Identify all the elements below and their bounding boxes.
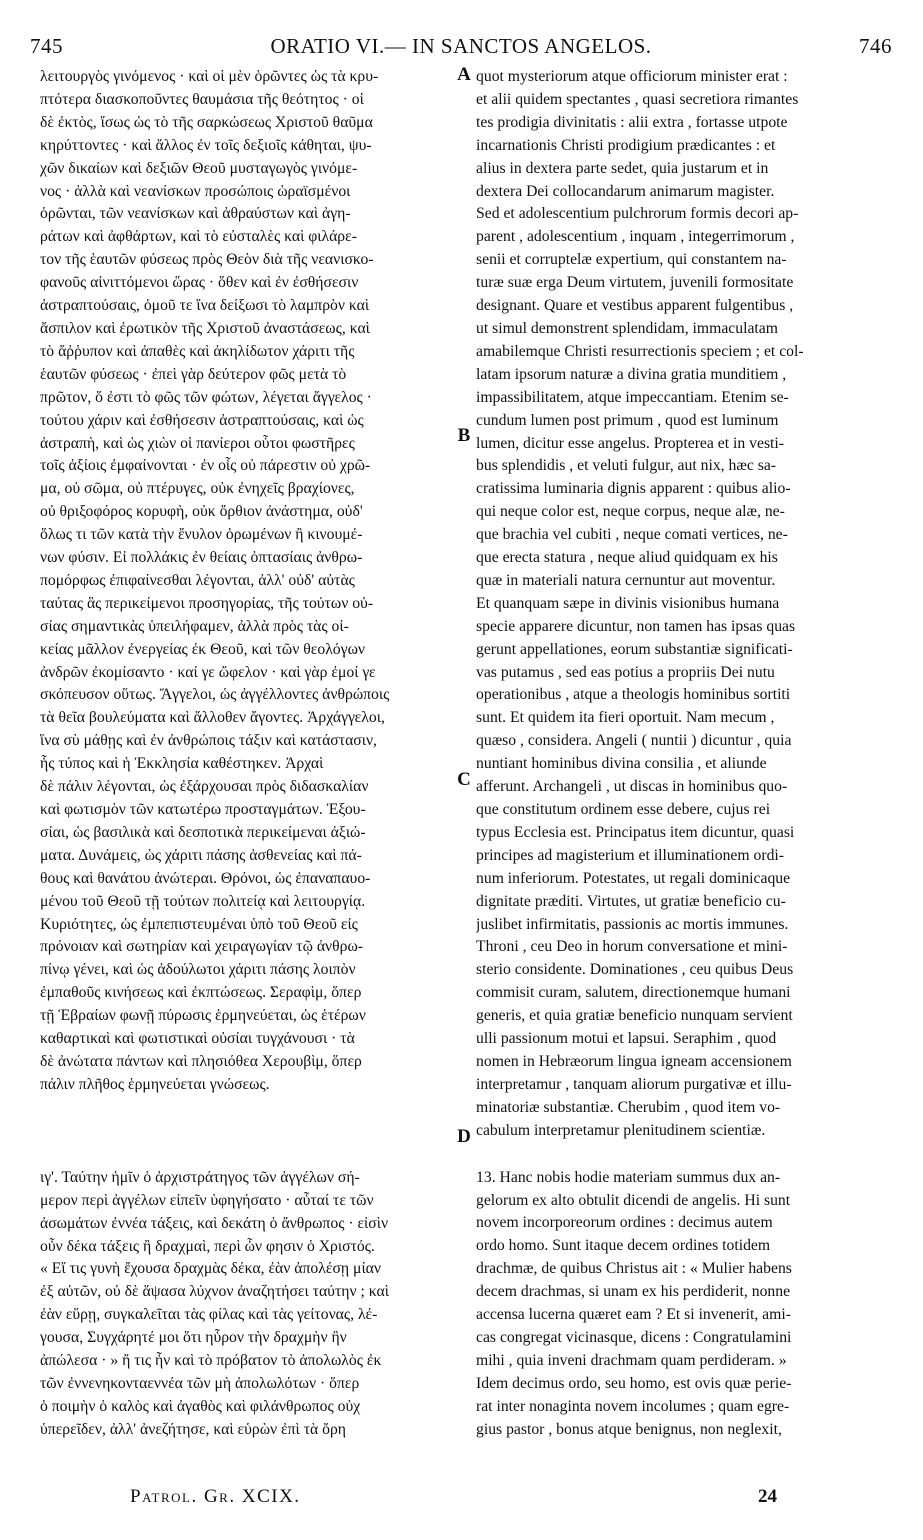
latin-section1-line: quæso , considera. Angeli ( nuntii ) dicuntur , quia [476, 732, 792, 750]
latin-section1-line: cratissima luminaria dignis apparent : quibus alio- [476, 480, 791, 498]
latin-section2-line: gelorum ex alto obtulit dicendi de angelis. Hi sunt [476, 1191, 791, 1209]
latin-section1-line: et alii quidem spectantes , quasi secretiora rimantes [476, 90, 799, 108]
running-header [30, 34, 892, 64]
greek-section1-line: πρόνοιαν καὶ σωτηρίαν καὶ χειραγωγίαν τῷ ἀνθρω- [40, 938, 364, 956]
margin-letter-b: B [457, 425, 471, 446]
greek-section1-line: καθαρτικαὶ καὶ φωτιστικαὶ οὐσίαι τυγχάνουσι · τὰ [40, 1030, 355, 1048]
latin-section1-line: tes prodigia divinitatis : alii extra , fortasse utpote [476, 113, 788, 131]
greek-section1-line: τῇ Ἑβραίων φωνῇ πύρωσις ἑρμηνεύεται, ὡς ἑτέρων [40, 1007, 366, 1025]
page-number-right: 746 [859, 34, 892, 58]
latin-section1-line: que constitutum ordinem esse debere, cujus rei [476, 801, 771, 818]
margin-letter-d: D [457, 1126, 471, 1147]
latin-section1-line: num inferiorum. Potestates, ut regali dominicaque [476, 869, 791, 887]
latin-section1-line: ulli passionum motui et lapsui. Seraphim , quod [476, 1030, 777, 1048]
margin-letter-c: C [457, 769, 471, 790]
greek-section1-line: ἐμπαθοῦς κινήσεως καὶ ἐκπτώσεως. Σεραφὶμ, ὅπερ [40, 984, 362, 1002]
latin-section1-line: commisit curam, salutem, directionemque humani [476, 984, 791, 1002]
greek-section2-line: ἐξ αὐτῶν, οὐ δὲ ἅψασα λύχνον ἀναζητήσει ταύτην ; καὶ [40, 1283, 389, 1301]
greek-section1-line: κηρύττοντες · καὶ ἄλλος ἐν τοῖς δεξιοῖς κάθηται, ψυ- [40, 136, 372, 154]
greek-section1-line: νος · ἀλλὰ καὶ νεανίσκων προσώποις ὡραϊσμένοι [40, 182, 351, 200]
latin-section1-line: typus Ecclesia est. Principatus item dicuntur, quasi [476, 823, 795, 841]
greek-section2-line: ἐὰν εὕρῃ, συγκαλεῖται τὰς φίλας καὶ τὰς γείτονας, λέ- [40, 1306, 378, 1324]
latin-section2-line: mihi , quia inveni drachmam quam perdideram. » [476, 1351, 787, 1369]
latin-section1-line: alius in dextera parte sedet, quia justarum et in [476, 159, 769, 177]
latin-section1-line: quæ in materiali natura cernuntur aut moventur. [476, 571, 776, 589]
greek-section1-line: ράτων καὶ ἀφθάρτων, καὶ τὸ εὐσταλὲς καὶ φιλάρε- [40, 228, 357, 246]
greek-section1-line: σίαι, ὡς βασιλικὰ καὶ δεσποτικὰ περικείμεναι ἀξιώ- [40, 823, 366, 841]
greek-section2-line: μερον περὶ ἀγγέλων εἰπεῖν ὑφηγήσατο · αὗταί τε τῶν [40, 1191, 374, 1209]
greek-section1-line: θους καὶ θανάτου ἀνώτεραι. Θρόνοι, ὡς ἐπαναπαυο- [40, 869, 371, 887]
greek-section2-line: ὁ ποιμὴν ὁ καλὸς καὶ ἀγαθὸς καὶ φιλάνθρωπος οὐχ [40, 1397, 361, 1415]
greek-section1-line: ἑαυτῶν φύσεως · ἐπεὶ γὰρ δεύτερον φῶς μετὰ τὸ [40, 365, 347, 383]
latin-section1-line: generis, et quia gratiæ beneficio nunquam servient [476, 1007, 793, 1025]
latin-section1-line: dextera Dei collocandarum animarum magister. [476, 182, 775, 200]
greek-section1-line: σκόπευσον οὕτως. Ἄγγελοι, ὡς ἀγγέλλοντες ἀνθρώποις [40, 686, 390, 704]
latin-section1-line: ut simul demonstrent splendidam, immaculatam [476, 319, 778, 337]
greek-section1-line: τον τῆς ἑαυτῶν φύσεως πρὸς Θεὸν διὰ τῆς νεανισκο- [40, 251, 374, 269]
latin-section1-line: minatoriæ substantiæ. Cherubim , quod item vo- [476, 1098, 781, 1116]
greek-section2-line: « Εἴ τις γυνὴ ἔχουσα δραχμὰς δέκα, ἐὰν ἀπολέσῃ μίαν [40, 1260, 381, 1278]
greek-section1-line: πομόρφως ἐπιφαίνεσθαι λέγονται, ἀλλ' οὐδ' αὐτὰς [40, 571, 355, 589]
greek-section1-line: τὰ θεῖα βουλεύματα καὶ ἄλλοθεν ἄγοντες. Ἀρχάγγελοι, [40, 709, 385, 727]
latin-section1-line: afferunt. Archangeli , ut discas in hominibus quo- [476, 778, 788, 796]
greek-section1-line: τοῖς ἀξίοις ἐμφαίνονται · ἐν οἷς οὐ πάρεστιν οὐ χρῶ- [40, 457, 371, 475]
greek-section1-line: νων φύσιν. Εἰ πολλάκις ἐν θείαις ὀπτασίαις ἀνθρω- [40, 549, 363, 567]
greek-section2-line: τῶν ἐννενηκονταεννέα τῶν μὴ ἀπολωλότων · ὅπερ [40, 1374, 360, 1392]
latin-section1-line: Throni , ceu Deo in horum conversatione et mini- [476, 938, 788, 956]
latin-section1-line: cundum lumen post primum , quod est luminum [476, 411, 779, 429]
greek-section1-line: ἧς τύπος καὶ ἡ Ἐκκλησία καθέστηκεν. Ἀρχαὶ [40, 755, 324, 773]
greek-section2-line: ἀσωμάτων ἐννέα τάξεις, καὶ δεκάτη ὁ ἄνθρωπος · εἰσὶν [40, 1214, 389, 1232]
latin-section1-line: vas putamus , sed eas potius a propriis Dei nutu [476, 663, 775, 681]
greek-section1-line: τούτου χάριν καὶ ἐσθήσεσιν ἀστραπτούσαις, καὶ ὡς [40, 411, 364, 429]
greek-section1-line: ὅλως τι τῶν κατὰ τὴν ἔνυλον ὁρωμένων ἢ κινουμέ- [40, 526, 363, 544]
greek-section1-line: τὸ ἄῤῥυπον καὶ ἀπαθὲς καὶ ἀκηλίδωτον χάριτι τῆς [40, 342, 355, 360]
latin-section2-line: gius pastor , bonus atque benignus, non neglexit, [476, 1420, 782, 1438]
footer-signature: Patrol. Gr. XCIX. [130, 1486, 301, 1507]
greek-section1-line: πίνῳ γένει, καὶ ὡς ἀδούλωτοι χάριτι πάσης λοιπὸν [40, 961, 356, 979]
page-number-left: 745 [30, 34, 63, 58]
greek-section1-line: δὲ ἀνώτατα πάντων καὶ πλησιόθεα Χερουβὶμ, ὅπερ [40, 1052, 362, 1070]
latin-column [476, 66, 888, 1441]
latin-section1-line: sterio considente. Dominationes , ceu quibus Deus [476, 961, 794, 979]
greek-section1-line: πτότερα διασκοποῦντες θαυμάσια τῆς θεότητος · οἱ [40, 90, 364, 108]
latin-section1-line: cabulum interpretamur plenitudinem scientiæ. [476, 1121, 766, 1139]
latin-section2-line: drachmæ, de quibus Christus ait : « Mulier habens [476, 1260, 792, 1278]
latin-section1-line: dignitate præditi. Virtutes, ut gratiæ beneficio cu- [476, 892, 786, 910]
section-gap [40, 1097, 452, 1167]
latin-section1-line: specie apparere dicuntur, non tamen has ipsas quas [476, 617, 796, 635]
greek-section1-line: κείας μᾶλλον ἐνεργείας ἐκ Θεοῦ, καὶ τῶν θεολόγων [40, 640, 365, 658]
greek-section1-line: ἀστραπὴ, καὶ ὡς χιὼν οἱ πανίεροι οὗτοι φωστῆρες [40, 434, 355, 452]
latin-section1-line: designant. Quare et vestibus apparent fulgentibus , [476, 297, 794, 315]
greek-section1-line: Κυριότητες, ὡς ἐμπεπιστευμέναι ὑπὸ τοῦ Θεοῦ εἰς [40, 915, 358, 933]
greek-section1-line: ἄσπιλον καὶ ἐρωτικὸν τῆς Χριστοῦ ἀναστάσεως, καὶ [40, 319, 370, 337]
latin-section2-line: novem incorporeorum ordines : decimus autem [476, 1214, 773, 1232]
latin-section1-line: Et quanquam sæpe in divinis visionibus humana [476, 594, 780, 612]
latin-section1-line: nuntiant hominibus divina consilia , et aliunde [476, 755, 767, 773]
greek-section2-line: ὑπερεῖδεν, ἀλλ' ἀνεζήτησε, καὶ εὑρὼν ἐπὶ τὰ ὄρη [40, 1420, 347, 1438]
greek-section1-line: καὶ φωτισμὸν τῶν κατωτέρω προσταγμάτων. Ἐξου- [40, 801, 366, 818]
latin-section1-line: turæ suæ erga Deum virtutem, juvenili formositate [476, 274, 794, 292]
latin-section1-line: parent , adolescentium , inquam , integerrimorum , [476, 228, 795, 246]
latin-section1-line: lumen, dicitur esse angelus. Propterea et in vesti- [476, 434, 784, 452]
latin-section1-line: operationibus , atque a theologis hominibus sortiti [476, 686, 791, 704]
latin-section1-line: que erecta statura , neque aliud quidquam ex his [476, 549, 778, 567]
greek-section1-line: ἀστραπτούσαις, ὁμοῦ τε ἵνα δείξωσι τὸ λαμπρὸν καὶ [40, 297, 370, 315]
greek-section2-line: ἀπώλεσα · » ἤ τις ἦν καὶ τὸ πρόβατον τὸ ἀπολωλὸς ἐκ [40, 1352, 382, 1370]
latin-section1-line: Sed et adolescentium pulchrorum formis decori ap- [476, 205, 799, 223]
latin-section2-line: Idem decimus ordo, seu homo, est ovis quæ perie- [476, 1374, 792, 1392]
latin-section1-line: amabilemque Christi resurrectionis speciem ; et col- [476, 342, 804, 360]
greek-section1-line: ταύτας ἃς περικείμενοι προσηγορίας, τῆς τούτων οὐ- [40, 594, 374, 612]
greek-section2-line: οὖν δέκα τάξεις ἢ δραχμαὶ, περὶ ὧν φησιν ὁ Χριστός. [40, 1237, 375, 1255]
latin-section2-line: cas congregat vicinasque, dicens : Congratulamini [476, 1328, 792, 1346]
latin-section2-line: 13. Hanc nobis hodie materiam summus dux an- [476, 1168, 781, 1186]
gathering-number: 24 [758, 1486, 777, 1507]
greek-column [40, 66, 452, 1442]
greek-section1-line: ἀνδρῶν ἐκομίσαντο · καί γε ὤφελον · καὶ γὰρ ἐμοί γε [40, 663, 376, 681]
latin-section2-line: accensa lucerna quæret eam ? Et si invenerit, ami- [476, 1306, 791, 1324]
latin-section1-line: gerunt appellationes, eorum substantiæ significati- [476, 640, 793, 658]
latin-section1-line: juslibet infirmitatis, passionis ac mortis immunes. [476, 915, 789, 933]
page-title: ORATIO VI.— IN SANCTOS ANGELOS. [270, 34, 652, 58]
latin-section1-line: quot mysteriorum atque officiorum minister erat : [476, 68, 788, 85]
latin-section1-line: qui neque color est, neque corpus, neque alæ, ne- [476, 503, 785, 521]
greek-section1-line: χῶν δικαίων καὶ δεξιῶν Θεοῦ μυσταγωγὸς γινόμε- [40, 159, 358, 177]
latin-section1-line: nomen in Hebræorum lingua igneam accensionem [476, 1052, 792, 1070]
greek-section1-line: ἵνα σὺ μάθῃς καὶ ἐν ἀνθρώποις τάξιν καὶ κατάστασιν, [40, 732, 377, 750]
greek-section1-line: δὲ πάλιν λέγονται, ὡς ἐξάρχουσαι πρὸς διδασκαλίαν [40, 778, 369, 796]
greek-section1-line: πάλιν πλῆθος ἑρμηνεύεται γνώσεως. [40, 1075, 270, 1093]
greek-section1-line: λειτουργὸς γινόμενος · καὶ οἱ μὲν ὁρῶντες ὡς τὰ κρυ- [40, 68, 379, 85]
greek-section1-line: ματα. Δυνάμεις, ὡς χάριτι πάσης ἀσθενείας καὶ πά- [40, 846, 362, 864]
greek-section1-line: δὲ ἐκτὸς, ἴσως ὡς τὸ τῆς σαρκώσεως Χριστοῦ θαῦμα [40, 113, 373, 131]
latin-section1-line: latam ipsorum naturæ a divina gratia munditiem , [476, 365, 787, 383]
margin-letter-a: A [457, 64, 471, 85]
greek-section2-line: ιγ'. Ταύτην ἡμῖν ὁ ἀρχιστράτηγος τῶν ἀγγέλων σή- [40, 1168, 360, 1186]
latin-section1-line: interpretamur , tanquam aliorum purgativæ et illu- [476, 1075, 792, 1093]
greek-section1-line: μα, οὐ σῶμα, οὐ πτέρυγες, οὐκ ἐνηχεῖς βραχίονες, [40, 480, 355, 498]
latin-section2-line: decem drachmas, si unam ex his perdiderit, nonne [476, 1283, 791, 1301]
greek-section1-line: σίας σημαντικὰς ὑπειλήφαμεν, ἀλλὰ πρὸς τὰς οἰ- [40, 617, 349, 635]
greek-section2-line: γουσα, Συγχάρητέ μοι ὅτι ηὗρον τὴν δραχμὴν ἣν [40, 1329, 347, 1347]
greek-section1-line: φανοῦς αἰνιττόμενοι ὥρας · ὅθεν καὶ ἐν ἐσθήσεσιν [40, 274, 359, 292]
latin-section1-line: impassibilitatem, atque impeccantiam. Etenim se- [476, 388, 789, 406]
greek-section1-line: ὁρῶνται, τῶν νεανίσκων καὶ ἀθραύστων καὶ ἀγη- [40, 205, 351, 223]
latin-section1-line: principes ad magisterium et illuminationem ordi- [476, 846, 785, 864]
greek-section1-line: οὐ θριξοφόρος κορυφὴ, οὐκ ὄρθιον ἀνάστημα, οὐδ' [40, 503, 363, 521]
latin-section1-line: incarnationis Christi prodigium prædicantes : et [476, 136, 776, 154]
greek-section1-line: πρῶτον, ὅ ἐστι τὸ φῶς τῶν φώτων, λέγεται ἄγγελος · [40, 388, 372, 406]
greek-section1-line: μένου τοῦ Θεοῦ τῇ τούτων πολιτείᾳ καὶ λειτουργίᾳ. [40, 892, 366, 910]
latin-section2-line: rat inter nonaginta novem incolumes ; quam egre- [476, 1397, 790, 1415]
latin-section1-line: que brachia vel cubiti , neque comati vertices, ne- [476, 526, 788, 544]
section-gap [476, 1143, 888, 1167]
latin-section2-line: ordo homo. Sunt itaque decem ordines totidem [476, 1237, 771, 1255]
latin-section1-line: bus splendidis , et veluti fulgur, aut nix, hæc sa- [476, 457, 777, 475]
latin-section1-line: sunt. Et quidem ita fieri oportuit. Nam mecum , [476, 709, 775, 727]
latin-section1-line: senii et corruptelæ expertium, qui constantem na- [476, 251, 787, 269]
